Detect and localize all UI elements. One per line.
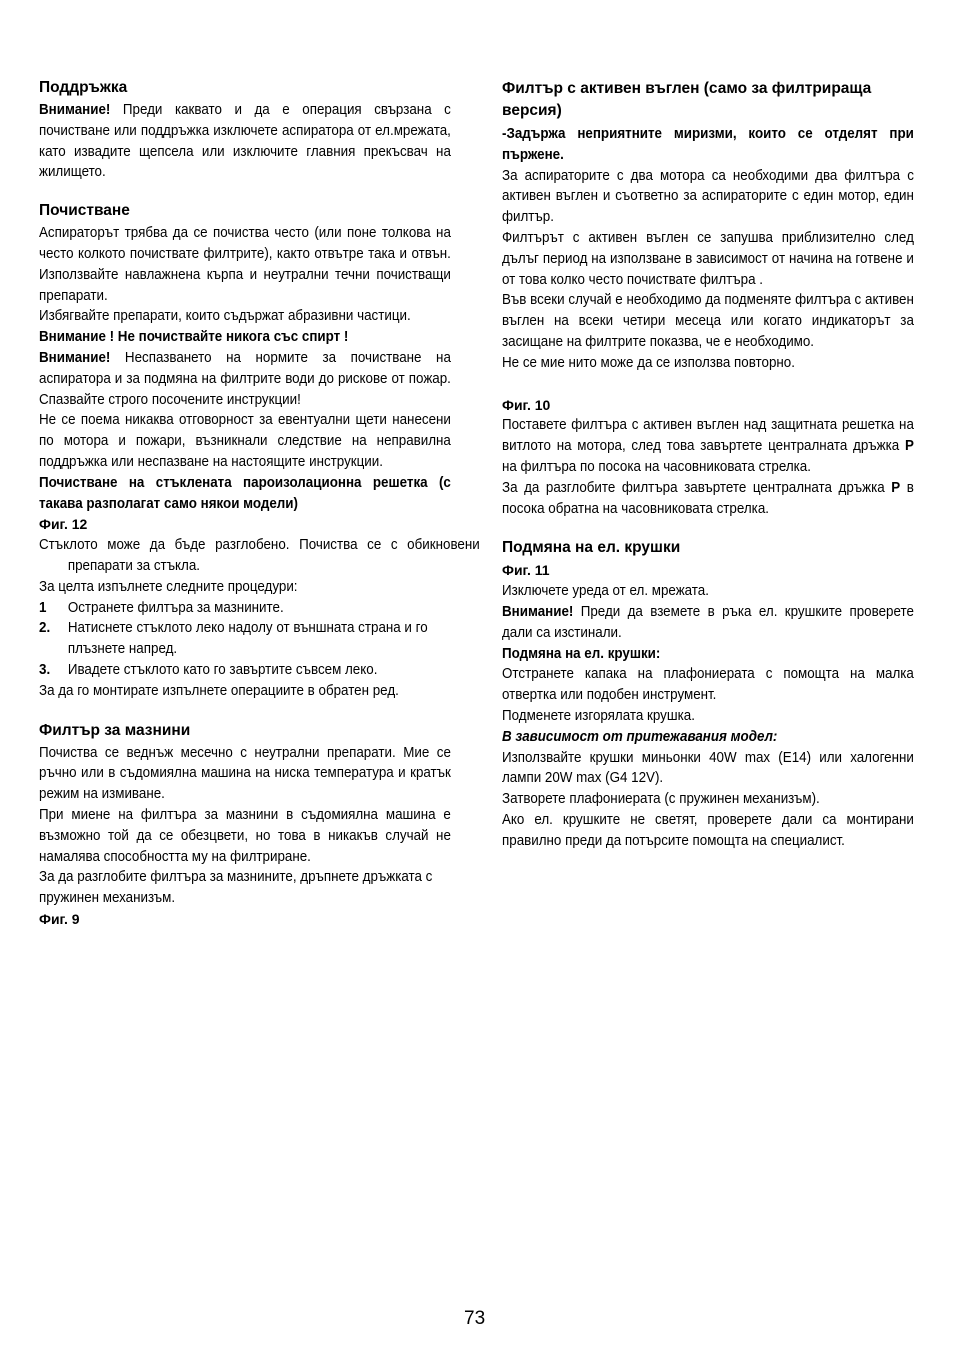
bulbs-paragraph-4: Използвайте крушки миньонки 40W max (E14) или халогенни лампи 20W max (G4 12V). — [502, 749, 914, 787]
glass-paragraph-1: Стъклото може да бъде разглобено. Почиства се с обикновени препарати за стъкла. — [39, 537, 480, 574]
right-column — [502, 78, 914, 852]
carbon-filter-heading: Филтър с активен въглен (само за филтрираща версия) — [502, 80, 872, 119]
carbon-subtitle: -Задържа неприятните миризми, които се отделят при пържене. — [502, 126, 914, 163]
model-note: В зависимост от притежавания модел: — [502, 728, 778, 745]
carbon-paragraph-1: За аспираторите с два мотора са необходими два филтъра с активен въглен и съответно за аспираторите с един мотор, един филтър. — [502, 167, 914, 226]
cleaning-paragraph-1: Аспираторът трябва да се почиства често (или поне толкова на често колкото почиствате филтрите), както отвътре така и отвън. Използвайте навлажнена кърпа и неутрални течни почистващи препарати. — [39, 225, 451, 304]
bulbs-paragraph-2: Отстранете капака на плафониерата с помощта на малка отвертка или подобен инструмент. — [502, 666, 914, 704]
fig-11-label: Фиг. 11 — [502, 562, 550, 579]
alcohol-warning: Внимание ! Не почиствайте никога със спирт ! — [39, 329, 349, 346]
grease-filter-heading: Филтър за мазнини — [39, 721, 191, 739]
carbon-paragraph-4: Не се мие нито може да се използва повторно. — [502, 354, 795, 371]
fig-9-label: Фиг. 9 — [39, 910, 80, 927]
bulbs-paragraph-1: Изключете уреда от ел. мрежата. — [502, 583, 709, 600]
grease-paragraph-3: За да разглобите филтъра за мазнините, дръпнете дръжката с пружинен механизъм. — [39, 869, 433, 907]
maintenance-warning: Внимание! Преди каквато и да е операция свързана с почистване или поддръжка изключете аспиратора от ел.мрежата, като извадите щепсела или изключите главния прекъсвач на жилището. — [39, 102, 451, 181]
bulbs-paragraph-3: Подменете изгорялата крушка. — [502, 707, 695, 724]
bulbs-warning: Внимание! Преди да вземете в ръка ел. крушките проверете дали са изстинали. — [502, 603, 914, 641]
carbon-paragraph-3: Във всеки случай е необходимо да подменяте филтъра с активен въглен на всеки четири месеца или когато индикаторът за засищане на филтрите показва, че е необходимо. — [502, 292, 914, 350]
reverse-paragraph: За да го монтирате изпълнете операциите в обратен ред. — [39, 682, 399, 699]
list-item: 3. Ивадете стъклото като го завъртите съвсем леко. — [39, 661, 378, 678]
carbon-paragraph-6: За да разглобите филтъра завъртете централната дръжка P в посока обратна на часовниковата стрелка. — [502, 479, 914, 517]
bulbs-subheading: Подмяна на ел. крушки: — [502, 645, 661, 662]
maintenance-heading: Поддръжка — [39, 79, 128, 96]
warning-label: Внимание! — [39, 102, 111, 118]
bulbs-heading: Подмяна на ел. крушки — [502, 539, 681, 557]
cleaning-heading: Почистване — [39, 202, 130, 220]
bulbs-paragraph-6: Ако ел. крушките не светят, проверете дали са монтирани правилно преди да потърсите помощта на специалист. — [502, 811, 914, 849]
grease-paragraph-2: При миене на филтъра за мазнини в съдомиялна машина е възможно той да се обезцвети, но това в никакъв случай не намалява способността му на филтриране. — [39, 806, 451, 865]
carbon-paragraph-2: Филтърът с активен въглен се запушва приблизително след дълъг период на използване в зависимост от начина на готвене и от това колко често почиствате филтъра . — [502, 229, 914, 288]
bulbs-paragraph-5: Затворете плафониерата (с пружинен механизъм). — [502, 791, 820, 808]
glass-paragraph-2: За целта изпълнете следните процедури: — [39, 578, 298, 595]
grease-paragraph-1: Почиства се веднъж месечно с неутрални препарати. Мие се ръчно или в съдомиялна машина на ниска температура и кратък режим на измиване. — [39, 744, 451, 803]
carbon-paragraph-5: Поставете филтъра с активен въглен над защитната решетка на витлото на мотора, след това завъртете централната дръжка P на филтъра по посока на часовниковата стрелка. — [502, 417, 914, 475]
list-item: 2. Натиснете стъклото леко надолу от външната страна и го плъзнете напред. — [39, 620, 428, 658]
fig-12-label: Фиг. 12 — [39, 516, 88, 533]
glass-grille-subheading: Почистване на стъклената пароизолационна решетка (с такава разполагат само някои модели) — [39, 474, 451, 512]
cleaning-paragraph-2: Избягвайте препарати, които съдържат абразивни частици. — [39, 308, 411, 325]
list-item: 1 Остранете филтъра за мазнините. — [39, 599, 284, 616]
liability-paragraph: Не се поема никаква отговорност за евентуални щети нанесени по мотора и пожари, възникнали следствие на неправилна поддръжка или неспазване на настоящите инструкции. — [39, 412, 451, 470]
cleaning-warning: Внимание! Неспазването на нормите за почистване на аспиратора и за подмяна на филтрите води до рискове от пожар. Спазвайте строго посочените инструкции! — [39, 349, 451, 408]
fig-10-label: Фиг. 10 — [502, 396, 551, 413]
left-column — [39, 78, 480, 930]
